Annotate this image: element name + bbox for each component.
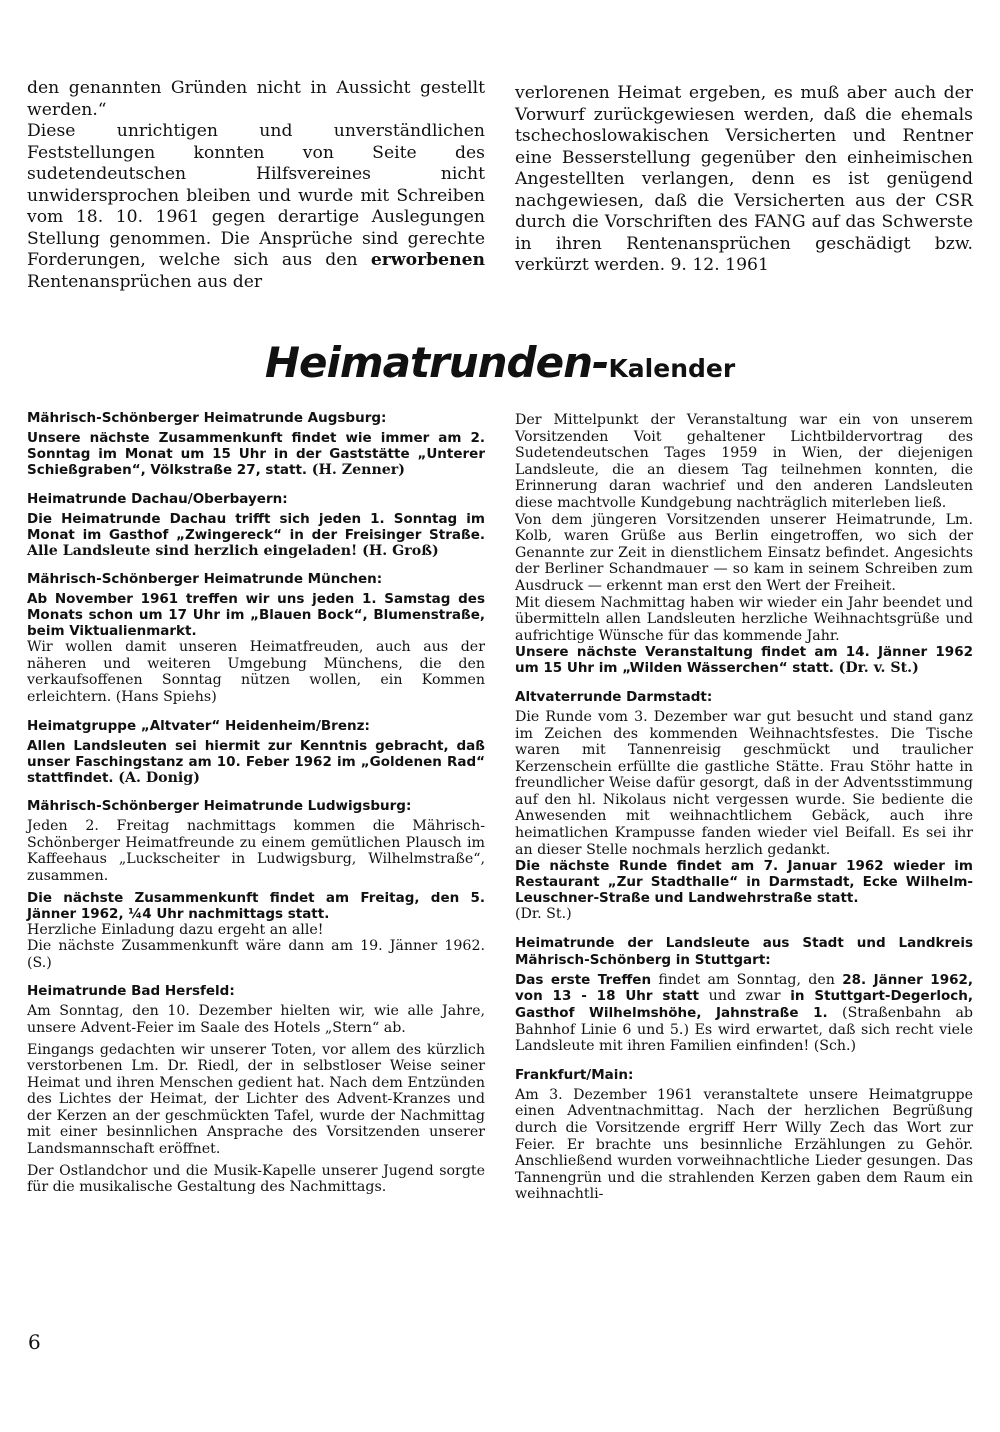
entry-muenchen: [27, 571, 485, 705]
entry-heidenheim: [27, 718, 485, 787]
entry-heading: Mährisch-Schönberger Heimatrunde Ludwigsburg:: [27, 798, 412, 815]
calendar-left-column: [27, 410, 485, 1196]
entry-text: Am 3. Dezember 1961 veranstaltete unsere Heimatgruppe einen Adventnachmittag. Nach der herzlichen Begrüßung durch die Vorsitzende ergriff Herr Willy Zech das Wort zur Feier. Er brachte uns besinnliche Erzählungen zu Gehör. Anschließend wurden vorweihnachtliche Lieder gesungen. Das Tannengrün und die strahlenden Kerzen gaben dem Raum ein weihnachtli-: [515, 1086, 973, 1203]
article-paragraph: Diese unrichtigen und unverständlichen Feststellungen konnten von Seite des sudetendeutschen Hilfsvereines nicht unwidersprochen bleiben und wurde mit Schreiben vom 18. 10. 1961 gegen derartige Auslegungen Stellung genommen. Die Ansprüche sind gerechte Forderungen, welche sich aus den erworbenen Rentenansprüchen aus der: [27, 121, 485, 292]
entry-hersfeld-continued: [515, 412, 973, 677]
section-title: [0, 338, 1000, 387]
title-script: Heimatrunden-: [264, 338, 609, 387]
entry-augsburg: [27, 410, 485, 479]
entry-heading: Mährisch-Schönberger Heimatrunde Augsburg:: [27, 410, 387, 426]
entry-text: Eingangs gedachten wir unserer Toten, vor allem des kürzlich verstorbenen Lm. Dr. Riedl, der in selbstloser Weise seiner Heimat und ihren Menschen gedient hat. Nach dem Entzünden des Lichtes der Heimat, der Lichter des Advent-Kranzes und der Kerzen an der geschmückten Tafel, wurde der Nachmittag mit einer besinnlichen Ansprache des Vorsitzenden unserer Landsmannschaft eröffnet.: [27, 1041, 485, 1158]
entry-text: Am Sonntag, den 10. Dezember hielten wir, wie alle Jahre, unsere Advent-Feier im Saale des Hotels „Stern“ ab.: [27, 1003, 485, 1036]
calendar-right-column: [515, 412, 973, 1203]
entry-text: Der Ostlandchor und die Musik-Kapelle unserer Jugend sorgte für die musikalische Gestaltung des Nachmittags.: [27, 1162, 485, 1196]
entry-text: Der Mittelpunkt der Veranstaltung war ein von unserem Vorsitzenden Voit gehaltener Lichtbildervortrag des Sudetendeutschen Tages 1959 in Wien, der diejenigen Landsleute, die an diesem Tag teilnehmen konnten, die Erinnerung daran wachrief und den anderen Landsleuten diese machtvolle Kundgebung nachträglich miterleben ließ.: [515, 412, 973, 511]
continued-article-left: [27, 78, 485, 293]
entry-text: Von dem jüngeren Vorsitzenden unserer Heimatrunde, Lm. Kolb, waren Grüße aus Berlin eingetroffen, wo sich der Genannte zur Zeit in dienstlichem Einsatz befindet. Angesichts der Berliner Schandmauer — so kam in seinem Schreiben zum Ausdruck — erkennt man erst den Wert der Freiheit.: [515, 511, 973, 594]
entry-bold: Die nächste Zusammenkunft findet am Freitag, den 5. Jänner 1962, ¼4 Uhr nachmittags statt.: [27, 889, 485, 922]
entry-sign: (Dr. St.): [515, 906, 572, 923]
entry-body: Unsere nächste Zusammenkunft findet wie immer am 2. Sonntag im Monat um 15 Uhr in der Gaststätte „Unterer Schießgraben“, Völkstraße 27, statt. (H. Zenner): [27, 430, 485, 478]
entry-heading: Heimatgruppe „Altvater“ Heidenheim/Brenz:: [27, 717, 370, 734]
entry-text: Die Runde vom 3. Dezember war gut besucht und stand ganz im Zeichen des kommenden Weihnachtsfestes. Die Tische waren mit Tannenreisig geschmückt und traulicher Kerzenschein erfüllte die gastliche Stätte. Frau Stöhr hatte in freundlicher Weise dafür gesorgt, daß in der Adventsstimmung auf den hl. Nikolaus nicht vergessen wurde. Sie bediente die Anwesenden mit weihnachtlichem Gebäck, auch ihre heimatlichen Krampusse fanden wieder viel Beifall. Es sei ihr an dieser Stelle nochmals herzlich gedankt.: [515, 708, 973, 858]
entry-darmstadt: [515, 689, 973, 923]
entry-text: Herzliche Einladung dazu ergeht an alle!: [27, 921, 324, 938]
entry-heading: Altvaterrunde Darmstadt:: [515, 688, 713, 705]
entry-hersfeld: [27, 983, 485, 1196]
entry-body: Allen Landsleuten sei hiermit zur Kenntnis gebracht, daß unser Faschingstanz am 10. Feber 1962 im „Goldenen Rad“ stattfindet. (A. Donig): [27, 737, 485, 786]
entry-body: Das erste Treffen findet am Sonntag, den 28. Jänner 1962, von 13 - 18 Uhr statt und zwar in Stuttgart-Degerloch, Gasthof Wilhelmshöhe, Jahnstraße 1. (Straßenbahn ab Bahnhof Linie 6 und 5.) Es wird erwartet, daß sich recht viele Landsleute mit ihren Familien einfinden! (Sch.): [515, 971, 974, 1055]
entry-text: Jeden 2. Freitag nachmittags kommen die Mährisch-Schönberger Heimatfreunde zu einem gemütlichen Plausch im Kaffeehaus „Luckscheiter in Ludwigsburg, Wilhelmstraße“, zusammen.: [27, 818, 485, 884]
page-number: 6: [28, 1330, 41, 1354]
entry-text: Die nächste Zusammenkunft wäre dann am 19. Jänner 1962. (S.): [27, 938, 485, 971]
entry-text: Mit diesem Nachmittag haben wir wieder ein Jahr beendet und übermitteln allen Landsleuten herzliche Weihnachtsgrüße und aufrichtige Wünsche für das kommende Jahr.: [515, 594, 973, 644]
entry-heading: Heimatrunde der Landsleute aus Stadt und Landkreis Mährisch-Schönberg in Stuttgart:: [515, 934, 973, 968]
continued-article-right: [515, 83, 973, 277]
entry-bold: Ab November 1961 treffen wir uns jeden 1. Samstag des Monats schon um 17 Uhr im „Blauen Bock“, Blumenstraße, beim Viktualienmarkt.: [27, 591, 485, 640]
entry-stuttgart: [515, 935, 973, 1055]
article-paragraph: verlorenen Heimat ergeben, es muß aber auch der Vorwurf zurückgewiesen werden, daß die ehemals tschechoslowakischen Versicherten und Rentner eine Besserstellung gegenüber den einheimischen Angestellten verlangen, denn es ist genügend nachgewiesen, daß die Versicherten aus der CSR durch die Vorschriften des FANG auf das Schwerste in ihren Rentenansprüchen geschädigt bzw. verkürzt werden. 9. 12. 1961: [515, 83, 973, 275]
entry-bold: Die nächste Runde findet am 7. Januar 1962 wieder im Restaurant „Zur Stadthalle“ in Darmstadt, Ecke Wilhelm-Leuschner-Straße und Landwehrstraße statt.: [515, 858, 973, 907]
entry-heading: Frankfurt/Main:: [515, 1066, 634, 1083]
entry-body: Die Heimatrunde Dachau trifft sich jeden 1. Sonntag im Monat im Gasthof „Zwingereck“ in der Freisinger Straße. Alle Landsleute sind herzlich eingeladen! (H. Groß): [27, 510, 485, 559]
entry-ludwigsburg: [27, 798, 485, 971]
title-suffix: Kalender: [608, 354, 736, 383]
entry-heading: Heimatrunde Bad Hersfeld:: [27, 983, 235, 1000]
entry-frankfurt: [515, 1067, 973, 1203]
entry-body: Unsere nächste Veranstaltung findet am 14. Jänner 1962 um 15 Uhr im „Wilden Wässerchen“ statt. (Dr. v. St.): [515, 644, 973, 677]
entry-dachau: [27, 491, 485, 560]
entry-text: Wir wollen damit unseren Heimatfreuden, auch aus der näheren und weiteren Umgebung Münchens, die den verkaufsoffenen Sonntag nützen wollen, ein Kommen erleichtern. (Hans Spiehs): [27, 639, 485, 705]
entry-heading: Mährisch-Schönberger Heimatrunde München:: [27, 571, 383, 588]
entry-heading: Heimatrunde Dachau/Oberbayern:: [27, 490, 288, 507]
article-paragraph: den genannten Gründen nicht in Aussicht gestellt werden.“: [27, 78, 485, 120]
